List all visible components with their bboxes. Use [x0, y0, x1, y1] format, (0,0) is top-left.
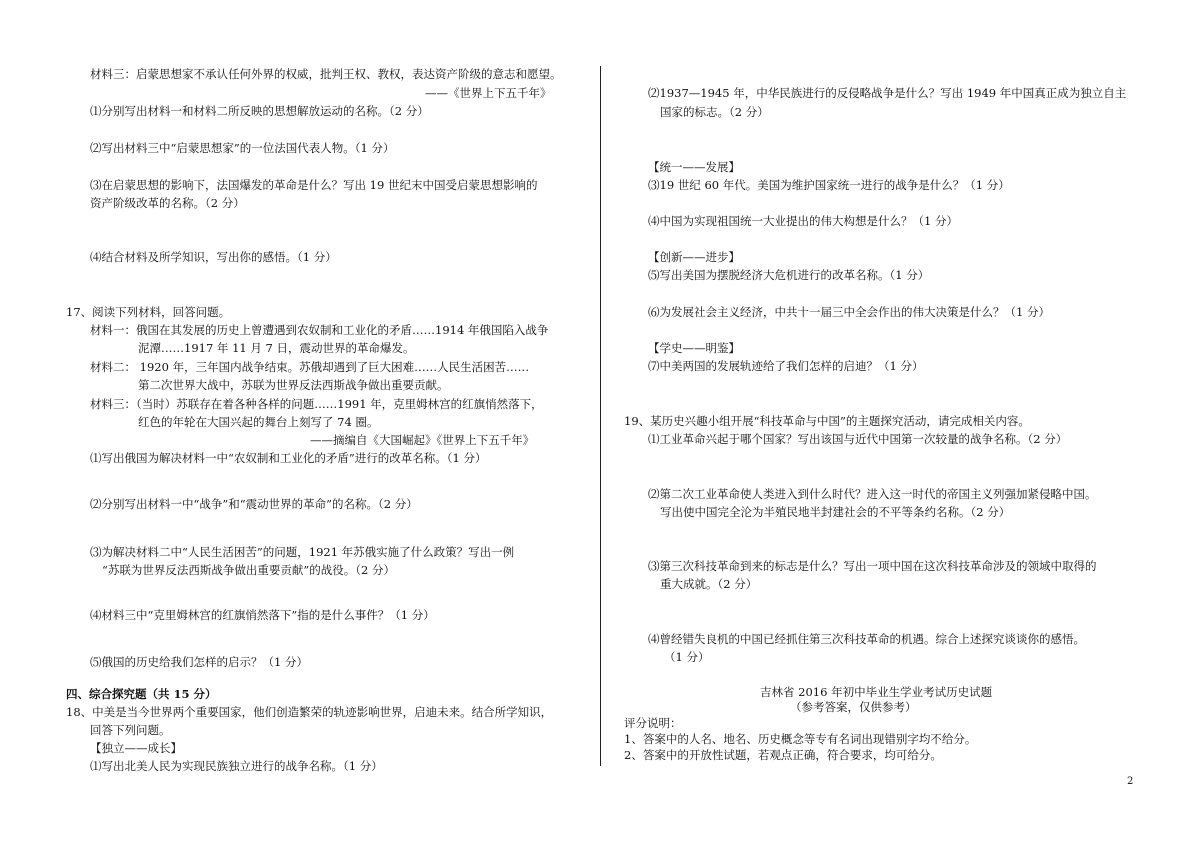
q19-sub-2-line1: ⑵第二次工业革命使人类进入到什么时代？进入这一时代的帝国主义列强加紧侵略中国。 — [648, 487, 1097, 501]
q16-sub-2: ⑵写出材料三中“启蒙思想家”的一位法国代表人物。（1 分） — [90, 141, 395, 155]
q18-stem-line2: 回答下列问题。 — [90, 723, 171, 737]
q18-sub-4: ⑷中国为实现祖国统一大业提出的伟大构想是什么？（1 分） — [648, 214, 958, 228]
q17-sub-3-line2: “苏联为世界反法西斯战争做出重要贡献”的战役。（2 分） — [102, 563, 395, 577]
q17-material-2-line1: 材料二： 1920 年，三年国内战争结束。苏俄却遇到了巨大困难……人民生活困苦…… — [90, 360, 530, 374]
q18-sub-6: ⑹为发展社会主义经济，中共十一届三中全会作出的伟大决策是什么？（1 分） — [648, 305, 1050, 319]
q17-stem: 17、阅读下列材料，回答问题。 — [66, 305, 231, 319]
scoring-note-2: 2、答案中的开放性试题，若观点正确，符合要求，均可给分。 — [624, 748, 942, 762]
answer-key-subtitle: （参考答案，仅供参考） — [790, 700, 917, 714]
q17-sub-4: ⑷材料三中“克里姆林宫的红旗悄然落下”指的是什么事件？（1 分） — [90, 608, 435, 622]
q17-sub-3-line1: ⑶为解决材料二中“人民生活困苦”的问题，1921 年苏俄实施了什么政策？写出一例 — [90, 545, 515, 559]
q19-stem: 19、某历史兴趣小组开展“科技革命与中国”的主题探究活动，请完成相关内容。 — [624, 414, 1030, 428]
q16-material-3: 材料三：启蒙思想家不承认任何外界的权威，批判王权、教权，表达资产阶级的意志和愿望。 — [90, 67, 562, 81]
q18-heading-innovation: 【创新——进步】 — [648, 250, 740, 264]
scoring-note-heading: 评分说明： — [624, 716, 682, 730]
q18-sub-3: ⑶19 世纪 60 年代。美国为维护国家统一进行的战争是什么？（1 分） — [648, 178, 1010, 192]
q17-material-2-line2: 第二次世界大战中，苏联为世界反法西斯战争做出重要贡献。 — [138, 378, 449, 392]
scoring-note-1: 1、答案中的人名、地名、历史概念等专有名词出现错别字均不给分。 — [624, 732, 977, 746]
q18-sub-7: ⑺中美两国的发展轨迹给了我们怎样的启迪？（1 分） — [648, 359, 924, 373]
q18-heading-independence: 【独立——成长】 — [90, 741, 182, 755]
q17-material-3-line2: 红色的年轮在大国兴起的舞台上刻写了 74 圈。 — [138, 415, 379, 429]
q18-stem-line1: 18、中美是当今世界两个重要国家，他们创造繁荣的轨迹影响世界，启迪未来。结合所学知识， — [66, 705, 553, 719]
q17-material-3-line1: 材料三：（当时）苏联存在着各种各样的问题……1991 年，克里姆林宫的红旗悄然落下， — [90, 397, 543, 411]
q19-sub-4-line2: （1 分） — [664, 650, 710, 664]
q17-material-1-line2: 泥潭……1917 年 11 月 7 日，震动世界的革命爆发。 — [138, 341, 415, 355]
q18-heading-history: 【学史——明鉴】 — [648, 341, 740, 355]
q17-material-1-line1: 材料一：俄国在其发展的历史上曾遭遇到农奴制和工业化的矛盾……1914 年俄国陷入战争 — [90, 323, 549, 337]
q16-sub-4: ⑷结合材料及所学知识，写出你的感悟。（1 分） — [90, 250, 337, 264]
q19-sub-3-line1: ⑶第三次科技革命到来的标志是什么？写出一项中国在这次科技革命涉及的领域中取得的 — [648, 559, 1097, 573]
section-4-heading: 四、综合探究题（共 15 分） — [66, 687, 217, 701]
q18-sub-2-line1: ⑵1937—1945 年，中华民族进行的反侵略战争是什么？写出 1949 年中国真正成为独立自主 — [648, 86, 1127, 100]
q16-material-3-source: ——《世界上下五千年》 — [425, 86, 552, 100]
q18-sub-1: ⑴写出北美人民为实现民族独立进行的战争名称。（1 分） — [90, 759, 383, 773]
answer-key-title: 吉林省 2016 年初中毕业生学业考试历史试题 — [760, 685, 993, 699]
q17-source: ——摘编自《大国崛起》《世界上下五千年》 — [310, 433, 535, 447]
q18-sub-5: ⑸写出美国为摆脱经济大危机进行的改革名称。（1 分） — [648, 268, 930, 282]
q19-sub-1: ⑴工业革命兴起于哪个国家？写出该国与近代中国第一次较量的战争名称。（2 分） — [648, 432, 1068, 446]
q17-sub-5: ⑸俄国的历史给我们怎样的启示？（1 分） — [90, 655, 308, 669]
q17-sub-1: ⑴写出俄国为解决材料一中“农奴制和工业化的矛盾”进行的改革名称。（1 分） — [90, 451, 487, 465]
q17-sub-2: ⑵分别写出材料一中“战争”和“震动世界的革命”的名称。（2 分） — [90, 497, 418, 511]
q16-sub-3-line2: 资产阶级改革的名称。（2 分） — [90, 196, 245, 210]
q18-heading-unification: 【统一——发展】 — [648, 160, 740, 174]
column-divider — [600, 66, 601, 766]
q18-sub-2-line2: 国家的标志。（2 分） — [660, 105, 769, 119]
q16-sub-3-line1: ⑶在启蒙思想的影响下，法国爆发的革命是什么？写出 19 世纪末中国受启蒙思想影响的 — [90, 178, 538, 192]
page-number: 2 — [1127, 776, 1134, 787]
q19-sub-3-line2: 重大成就。（2 分） — [660, 577, 758, 591]
q19-sub-4-line1: ⑷曾经错失良机的中国已经抓住第三次科技革命的机遇。综合上述探究谈谈你的感悟。 — [648, 632, 1085, 646]
q19-sub-2-line2: 写出使中国完全沦为半殖民地半封建社会的不平等条约名称。（2 分） — [660, 505, 1011, 519]
q16-sub-1: ⑴分别写出材料一和材料二所反映的思想解放运动的名称。（2 分） — [90, 104, 429, 118]
